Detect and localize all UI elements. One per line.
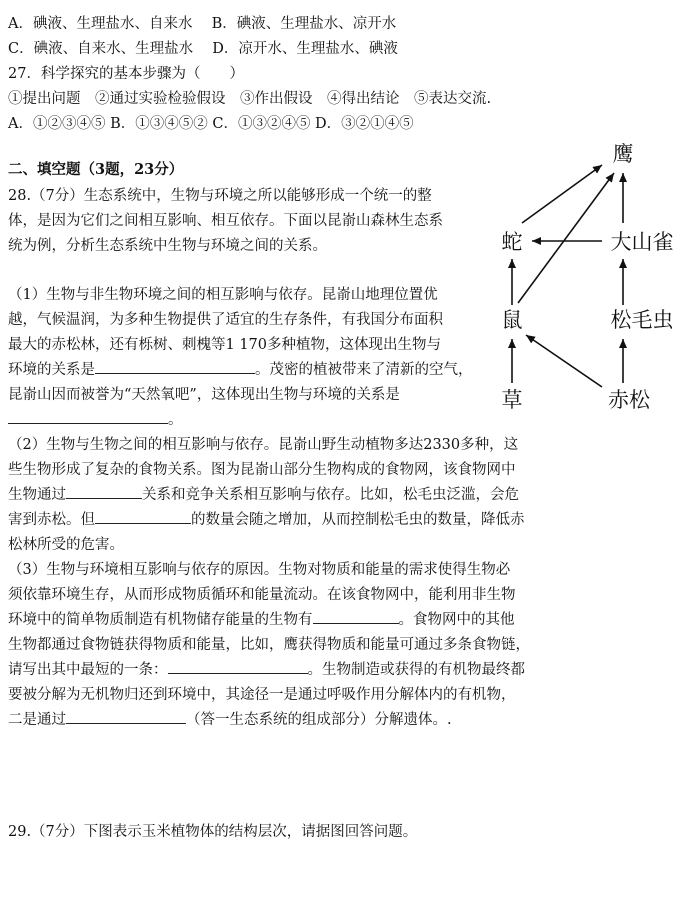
arrow-pine-to-mouse	[526, 335, 602, 387]
q26-option-line-2: C．碘液、自来水、生理盐水 D．凉开水、生理盐水、碘液	[8, 41, 398, 57]
q26-option-line-1: A．碘液、生理盐水、自来水 B．碘液、生理盐水、凉开水	[8, 16, 397, 32]
food-web-diagram	[490, 135, 681, 425]
q28-part3-text-a: 环境中的简单物质制造有机物储存能量的生物有	[8, 612, 313, 628]
q28-part1-line-4	[8, 358, 473, 382]
arrow-mouse-to-eagle	[518, 173, 614, 303]
q28-part2-line-5: 松林所受的危害。	[8, 537, 124, 553]
q28-part3-text-d: 。生物制造或获得的有机物最终都	[307, 662, 525, 678]
node-pine: 赤松	[608, 388, 650, 412]
q28-part2-text-d: 的数量会随之增加，从而控制松毛虫的数量，降低赤	[191, 512, 525, 528]
q29-stem: 29.（7分）下图表示玉米植物体的结构层次，请据图回答问题。	[8, 824, 418, 840]
q28-part2-text-b: 关系和竞争关系相互影响与依存。比如，松毛虫泛滥，会危	[142, 487, 519, 503]
node-snake: 蛇	[501, 230, 523, 254]
q28-part1-line-6	[8, 408, 183, 432]
q28-intro-line-3: 统为例，分析生态系统中生物与环境之间的关系。	[8, 238, 327, 254]
q28-part1-line-5: 昆嵛山因而被誉为“天然氧吧”，这体现出生物与环境的关系是	[8, 387, 400, 403]
q28-part3-line-3	[8, 608, 515, 632]
q28-part3-line-5	[8, 658, 525, 682]
arrow-snake-to-eagle	[522, 165, 602, 223]
q28-part2-text-a: 生物通过	[8, 487, 66, 503]
q28-part2-line-3	[8, 483, 519, 507]
q28-part1-text-a: 环境的关系是	[8, 362, 95, 378]
answer-blank-1[interactable]	[95, 359, 255, 374]
answer-blank-5[interactable]	[313, 609, 399, 624]
q28-part2-line-4	[8, 508, 525, 532]
q28-part2-text-c: 害到赤松。但	[8, 512, 95, 528]
q28-part1-end: 。	[168, 412, 183, 428]
answer-blank-2[interactable]	[8, 409, 168, 424]
q28-part2-line-2: 些生物形成了复杂的食物关系。图为昆嵛山部分生物构成的食物网，该食物网中	[8, 462, 516, 478]
node-sparrow: 大山雀	[610, 230, 674, 254]
q28-intro-line-1: 28.（7分）生态系统中，生物与环境之所以能够形成一个统一的整	[8, 188, 432, 204]
q28-part1-line-1: （1）生物与非生物环境之间的相互影响与依存。昆嵛山地理位置优	[8, 287, 438, 303]
q28-part3-text-b: 。食物网中的其他	[398, 612, 515, 628]
q28-part3-text-f: （答一生态系统的组成部分）分解遗体。.	[186, 712, 452, 728]
node-eagle: 鹰	[612, 142, 634, 166]
q28-intro-line-2: 体，是因为它们之间相互影响、相互依存。下面以昆嵛山森林生态系	[8, 213, 443, 229]
answer-blank-3[interactable]	[66, 484, 142, 499]
q28-part3-line-2: 须依靠环境生存，从而形成物质循环和能量流动。在该食物网中，能利用非生物	[8, 587, 516, 603]
q28-part3-text-c: 请写出其中最短的一条：	[8, 662, 168, 678]
node-grass: 草	[501, 388, 523, 412]
answer-blank-4[interactable]	[95, 509, 191, 524]
q27-steps: ①提出问题 ②通过实验检验假设 ③作出假设 ④得出结论 ⑤表达交流.	[8, 91, 492, 107]
q28-part1-text-b: 。茂密的植被带来了清新的空气，	[255, 362, 473, 378]
q28-part2-line-1: （2）生物与生物之间的相互影响与依存。昆嵛山野生动植物多达2330多种，这	[8, 437, 519, 453]
answer-blank-7[interactable]	[66, 709, 186, 724]
section-title: 二、填空题（3题，23分）	[8, 161, 184, 178]
q28-part3-text-e: 二是通过	[8, 712, 66, 728]
q27-options: A．①②③④⑤ B．①③④⑤② C．①③②④⑤ D．③②①④⑤	[8, 116, 414, 132]
q28-part3-line-6: 要被分解为无机物归还到环境中，其途径一是通过呼吸作用分解体内的有机物，	[8, 687, 516, 703]
q28-part3-line-4: 生物都通过食物链获得物质和能量，比如，鹰获得物质和能量可通过多条食物链，	[8, 637, 530, 653]
q28-part1-line-3: 最大的赤松林，还有栎树、刺槐等1 170多种植物，这体现出生物与	[8, 337, 442, 353]
q28-part3-line-1: （3）生物与环境相互影响与依存的原因。生物对物质和能量的需求使得生物必	[8, 562, 511, 578]
answer-blank-6[interactable]	[168, 659, 308, 674]
node-mouse: 鼠	[501, 308, 523, 332]
node-caterpillar: 松毛虫	[610, 308, 674, 332]
q27-stem: 27．科学探究的基本步骤为（ ）	[8, 66, 244, 82]
q28-part1-line-2: 越，气候温润，为多种生物提供了适宜的生存条件，有我国分布面积	[8, 312, 443, 328]
q28-part3-line-7	[8, 708, 452, 732]
